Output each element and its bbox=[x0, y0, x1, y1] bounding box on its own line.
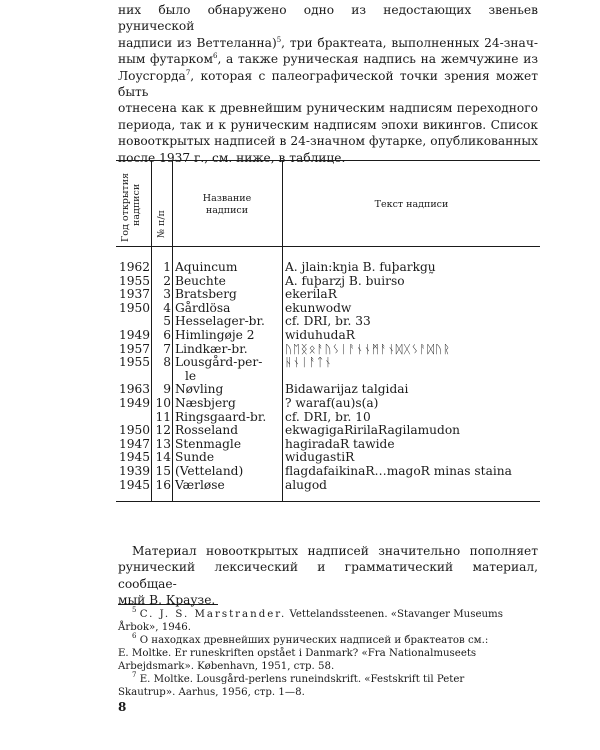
cell-number: 11 bbox=[155, 409, 171, 424]
footnote-mark: 7 bbox=[132, 671, 137, 679]
table-top-rule bbox=[116, 160, 540, 161]
cell-name: Ringsgaard-br. bbox=[175, 409, 267, 424]
cell-text: ekunwodw bbox=[285, 300, 352, 315]
cell-number: 13 bbox=[155, 436, 171, 451]
footnote-5: $^5$ C. J. S. Marstrander. Vettelandssteenen. «Stavanger Museums Årbok», 1946. bbox=[118, 606, 503, 633]
cell-number: 2 bbox=[163, 273, 171, 288]
cell-number: 14 bbox=[155, 450, 171, 465]
cell-year: 1945 bbox=[118, 450, 150, 465]
cell-number: 1 bbox=[163, 260, 171, 274]
cell-text: ekwagigaRirilaRagilamudon bbox=[285, 423, 461, 438]
intro-line: ным футарком$^6$, а также руническая надпись на жемчужине из bbox=[118, 52, 538, 67]
cell-text: alugod bbox=[285, 477, 327, 492]
cell-number: 7 bbox=[163, 341, 171, 356]
cell-number: 9 bbox=[163, 382, 171, 397]
table-row bbox=[116, 397, 540, 411]
cell-text: cf. DRI, br. 10 bbox=[285, 409, 371, 424]
table-row bbox=[116, 261, 540, 275]
cell-name: Rosseland bbox=[175, 423, 239, 438]
cell-name: Bratsberg bbox=[175, 287, 237, 302]
intro-line: надписи из Веттеланна)$^5$, три брактеата, выполненных 24-знач- bbox=[118, 35, 538, 50]
cell-name: Næsbjerg bbox=[175, 395, 236, 410]
cell-year: 1962 bbox=[118, 260, 150, 274]
footnote-6: $^6$ О находках древнейших рунических надписей и брактеатов см.: E. Moltke. Er runeskriften opstået i Danmark? «Fra Nationalmuseets Arbejdsmark». København, 1951, стр. 58. bbox=[118, 632, 489, 672]
table-row bbox=[116, 275, 540, 289]
intro-line: отнесена как к древнейшим руническим надписям переходного bbox=[118, 101, 538, 116]
cell-name: Gårdlösa bbox=[175, 300, 231, 315]
cell-number: 15 bbox=[155, 463, 171, 478]
cell-year: 1937 bbox=[118, 287, 150, 302]
header-year: Год открытия надписи bbox=[120, 172, 142, 242]
closing-paragraph bbox=[118, 543, 538, 609]
table-row bbox=[116, 288, 540, 302]
intro-line: новооткрытых надписей в 24-значном футарке, опубликованных bbox=[118, 134, 538, 149]
cell-number: 12 bbox=[155, 423, 171, 438]
closing-line: рунический лексический и грамматический материал, сообщае- bbox=[118, 560, 538, 591]
cell-number: 8 bbox=[163, 355, 171, 370]
table-row bbox=[116, 383, 540, 397]
table-row bbox=[116, 465, 540, 479]
cell-name: Himlingøje 2 bbox=[175, 327, 255, 342]
closing-line: Материал новооткрытых надписей значительно пополняет bbox=[132, 544, 538, 558]
cell-number: 6 bbox=[163, 327, 171, 342]
cell-number: 3 bbox=[163, 287, 171, 302]
header-name: Название надписи bbox=[202, 193, 252, 216]
cell-name: Lindkær-br. bbox=[175, 341, 248, 356]
cell-name: Lousgård-per- bbox=[175, 355, 263, 370]
cell-text: A. fuþarzj B. buirso bbox=[285, 273, 405, 288]
table-body bbox=[116, 261, 540, 492]
cell-text: ekerilaR bbox=[285, 287, 337, 302]
cell-name: Sunde bbox=[175, 450, 215, 465]
cell-year: 1950 bbox=[118, 423, 150, 438]
cell-name: (Vetteland) bbox=[175, 463, 244, 478]
footnote-ref: 5 bbox=[276, 35, 282, 44]
table-header-rule bbox=[116, 246, 540, 247]
footnote-author: C. J. S. Marstrander. bbox=[139, 609, 287, 620]
cell-text: hagiradaR tawide bbox=[285, 436, 395, 451]
cell-number: 16 bbox=[155, 477, 171, 492]
footnote-ref: 6 bbox=[212, 52, 218, 61]
cell-text: A. jlain:kŋia B. fuþarkgṵ bbox=[285, 260, 436, 274]
cell-name: Hesselager-br. bbox=[175, 314, 265, 329]
cell-year: 1950 bbox=[118, 300, 150, 315]
table-row bbox=[116, 411, 540, 425]
cell-name: Aquincum bbox=[175, 260, 238, 274]
header-text: Текст надписи bbox=[374, 199, 449, 210]
table-row bbox=[116, 479, 540, 493]
cell-text: widuhudaR bbox=[285, 327, 355, 342]
intro-line: периода, так и к руническим надписям эпохи викингов. Список bbox=[118, 117, 538, 132]
table-row bbox=[116, 356, 540, 370]
cell-text-runes: ᚺᚾᛁᚨᛏᚾ bbox=[285, 355, 333, 370]
cell-number: 10 bbox=[155, 395, 171, 410]
footnote-ref: 7 bbox=[185, 68, 191, 77]
cell-number: 4 bbox=[163, 300, 171, 315]
cell-text-runes: ᚢᛖᛝᛟᚨᚢᛊᛁᚨᚾᚾᛗᚨᚾᛞᚷᛊᚨᛞᚢᚱ bbox=[285, 341, 451, 356]
cell-name: Nøvling bbox=[175, 382, 224, 397]
cell-year: 1949 bbox=[118, 327, 150, 342]
cell-year: 1963 bbox=[118, 382, 150, 397]
cell-name: Værløse bbox=[175, 477, 225, 492]
cell-year: 1947 bbox=[118, 436, 150, 451]
intro-line: после 1937 г., см. ниже, в таблице. bbox=[118, 150, 346, 165]
table-row bbox=[116, 424, 540, 438]
cell-name: Stenmagle bbox=[175, 436, 242, 451]
cell-year: 1955 bbox=[118, 273, 150, 288]
table-row bbox=[116, 302, 540, 316]
cell-year: 1939 bbox=[118, 463, 150, 478]
table-row bbox=[116, 370, 540, 384]
footnote-mark: 5 bbox=[132, 606, 137, 614]
cell-name: le bbox=[185, 368, 197, 383]
intro-line: них было обнаружено одно из недостающих звеньев рунической bbox=[118, 3, 538, 34]
header-number: № п/п bbox=[156, 210, 167, 238]
page-number: 8 bbox=[118, 700, 127, 714]
cell-year: 1957 bbox=[118, 341, 150, 356]
table-bottom-rule bbox=[116, 501, 540, 502]
footnote-mark: 6 bbox=[132, 632, 137, 640]
table-row bbox=[116, 315, 540, 329]
table-row bbox=[116, 438, 540, 452]
footnote-rule bbox=[118, 604, 218, 605]
intro-line: Лоусгорда$^7$, которая с палеографической точки зрения может быть bbox=[118, 68, 538, 100]
table-row bbox=[116, 329, 540, 343]
cell-year: 1955 bbox=[118, 355, 150, 370]
closing-line: мый В. Краузе. bbox=[118, 593, 216, 608]
cell-year: 1949 bbox=[118, 395, 150, 410]
cell-year: 1945 bbox=[118, 477, 150, 492]
table-row bbox=[116, 451, 540, 465]
cell-name: Beuchte bbox=[175, 273, 226, 288]
cell-text: ? waraf(au)s(a) bbox=[285, 395, 379, 410]
footnote-7: $^7$ E. Moltke. Lousgård-perlens runeindskrift. «Festskrift til Peter Skautrup». Aarhus, 1956, стр. 1—8. bbox=[118, 671, 465, 698]
inscriptions-table bbox=[116, 160, 540, 502]
cell-number: 5 bbox=[163, 314, 171, 329]
intro-paragraph bbox=[118, 2, 538, 166]
cell-text: cf. DRI, br. 33 bbox=[285, 314, 371, 329]
cell-text: widugastiR bbox=[285, 450, 355, 465]
cell-text: Bidawarijaz talgidai bbox=[285, 382, 409, 397]
cell-text: flagdafaikinaR…magoR minas staina bbox=[285, 463, 512, 478]
